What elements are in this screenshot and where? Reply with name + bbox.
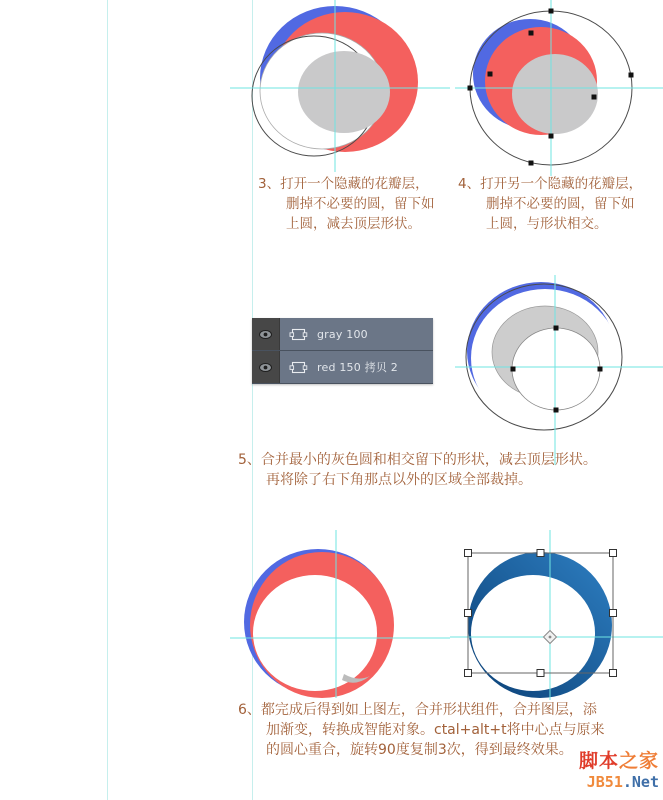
watermark-cn-part1: 脚本: [578, 750, 619, 772]
layer-name: red 150 拷贝 2: [317, 361, 398, 374]
shape-layer-thumbnail[interactable]: [289, 327, 308, 342]
shape-layer-thumbnail[interactable]: [289, 360, 308, 375]
watermark-chinese: [579, 751, 659, 772]
layer-name: gray 100: [317, 327, 368, 341]
illustration-step6-left: [230, 530, 450, 698]
step4-line1: 4、打开另一个隐藏的花瓣层，: [458, 176, 643, 192]
layer-row-red[interactable]: [252, 351, 433, 384]
step3-line3: 上圆，减去顶层形状。: [286, 216, 421, 232]
white-cut-circle: [471, 575, 595, 691]
step6-line3: 的圆心重合，旋转90度复制3次，得到最终效果。: [266, 742, 573, 758]
step3-line1: 3、打开一个隐藏的花瓣层，: [258, 176, 429, 192]
step3-line2: 删掉不必要的圆，留下如: [286, 196, 435, 212]
step4-line2: 删掉不必要的圆，留下如: [486, 196, 635, 212]
step4-caption: [458, 174, 642, 234]
watermark-cn-part2: 之家: [618, 750, 659, 772]
watermark-url: [579, 772, 659, 793]
step3-caption: [258, 174, 435, 234]
eye-icon: [259, 363, 272, 372]
illustration-step5: [455, 275, 663, 465]
step6-line2: 加渐变，转换成智能对象。ctal+alt+t将中心点与原来: [266, 722, 605, 738]
shape-thumbnail-icon: [289, 327, 308, 342]
visibility-toggle[interactable]: [252, 351, 280, 383]
step6-line1: 6、都完成后得到如上图左，合并形状组件，合并图层，添: [238, 702, 597, 718]
step5-caption: [238, 450, 597, 490]
layer-row-gray[interactable]: [252, 318, 433, 351]
gray-circle: [298, 51, 390, 133]
watermark-en-part2: .Net: [622, 773, 659, 791]
visibility-toggle[interactable]: [252, 318, 280, 350]
vertical-guide-left: [107, 0, 108, 800]
white-cut-circle: [253, 575, 377, 691]
layers-panel: [252, 318, 433, 384]
watermark-en-part1: JB51: [586, 773, 623, 791]
shape-thumbnail-icon: [289, 360, 308, 375]
step4-line3: 上圆，与形状相交。: [486, 216, 608, 232]
step5-line2: 再将除了右下角那点以外的区域全部裁掉。: [266, 472, 532, 488]
step5-line1: 5、合并最小的灰色圆和相交留下的形状，减去顶层形状。: [238, 452, 597, 468]
illustration-step6-right: [450, 530, 663, 700]
step6-caption: [238, 700, 605, 760]
eye-icon: [259, 330, 272, 339]
white-cut-circle: [512, 328, 600, 410]
site-watermark: [579, 751, 659, 793]
illustration-step4: [455, 0, 663, 176]
illustration-step3: [230, 0, 450, 172]
gray-circle: [512, 54, 598, 134]
